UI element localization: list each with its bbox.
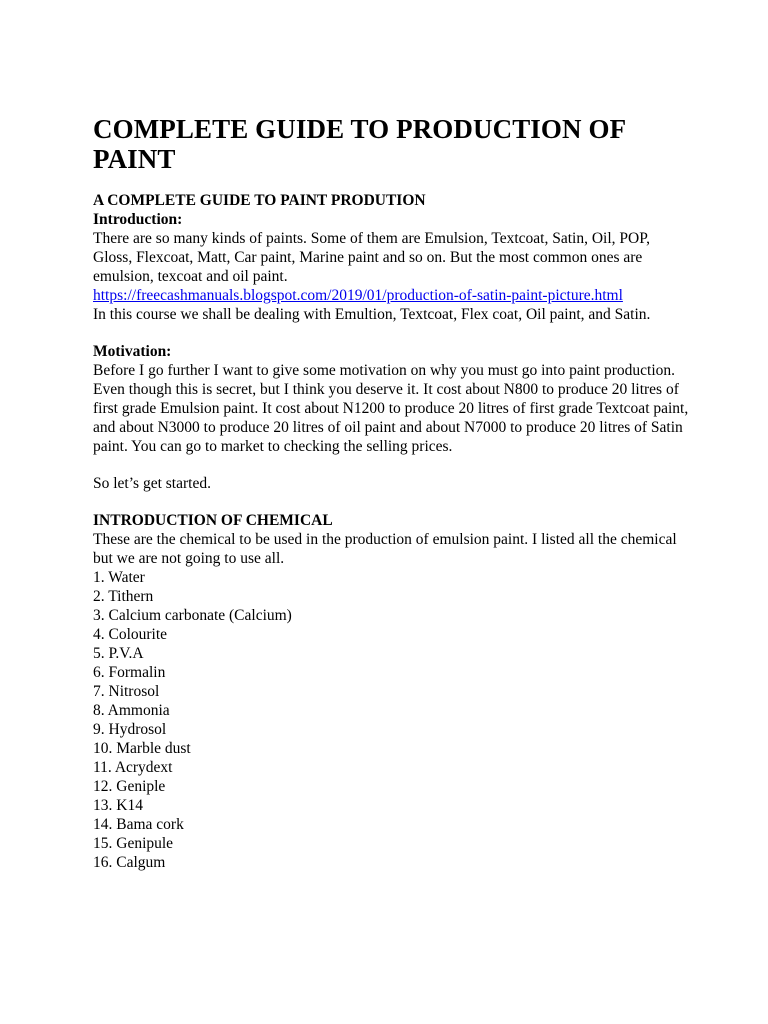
chemical-list	[93, 568, 693, 872]
list-item: 13. K14	[93, 797, 143, 814]
list-item: 15. Genipule	[93, 835, 174, 852]
satin-paint-link-paragraph	[93, 286, 693, 305]
guide-subtitle: A COMPLETE GUIDE TO PAINT PRODUTION	[93, 192, 426, 209]
list-item: 3. Calcium carbonate (Calcium)	[93, 607, 292, 624]
motivation-heading: Motivation:	[93, 343, 172, 360]
introduction-text: There are so many kinds of paints. Some of them are Emulsion, Textcoat, Satin, Oil, POP, Gloss, Flexcoat, Matt, Car paint, Marine paint and so on. But the most common ones are emulsion, texcoat and oil paint.	[93, 230, 650, 285]
list-item: 12. Geniple	[93, 778, 166, 795]
list-item: 7. Nitrosol	[93, 683, 160, 700]
list-item: 9. Hydrosol	[93, 721, 167, 738]
chemicals-text: These are the chemical to be used in the production of emulsion paint. I listed all the chemical but we are not going to use all.	[93, 531, 677, 567]
document-title: COMPLETE GUIDE TO PRODUCTION OF PAINT	[93, 114, 626, 174]
satin-paint-link[interactable]: https://freecashmanuals.blogspot.com/2019/01/production-of-satin-paint-picture.html	[93, 287, 623, 304]
list-item: 5. P.V.A	[93, 645, 144, 662]
list-item: 4. Colourite	[93, 626, 168, 643]
list-item: 2. Tithern	[93, 588, 154, 605]
list-item: 16. Calgum	[93, 854, 166, 871]
motivation-text: Before I go further I want to give some motivation on why you must go into paint production. Even though this is secret, but I think you deserve it. It cost about N800 to produce 20 litres of first grade Emulsion paint. It cost about N1200 to produce 20 litres of first grade Textcoat paint, and about N3000 to produce 20 litres of oil paint and about N7000 to produce 20 litres of Satin paint. You can go to market to checking the selling prices.	[93, 362, 689, 455]
list-item: 10. Marble dust	[93, 740, 191, 757]
get-started-text: So let’s get started.	[93, 475, 211, 492]
spacer	[93, 456, 693, 474]
list-item: 11. Acrydext	[93, 759, 173, 776]
list-item: 1. Water	[93, 569, 145, 586]
introduction-heading: Introduction:	[93, 211, 183, 228]
list-item: 14. Bama cork	[93, 816, 184, 833]
course-text: In this course we shall be dealing with Emultion, Textcoat, Flex coat, Oil paint, and Satin.	[93, 306, 651, 323]
list-item: 6. Formalin	[93, 664, 166, 681]
chemicals-heading: INTRODUCTION OF CHEMICAL	[93, 512, 333, 529]
spacer	[93, 324, 693, 342]
list-item: 8. Ammonia	[93, 702, 170, 719]
document-body	[93, 114, 693, 872]
spacer	[93, 493, 693, 511]
